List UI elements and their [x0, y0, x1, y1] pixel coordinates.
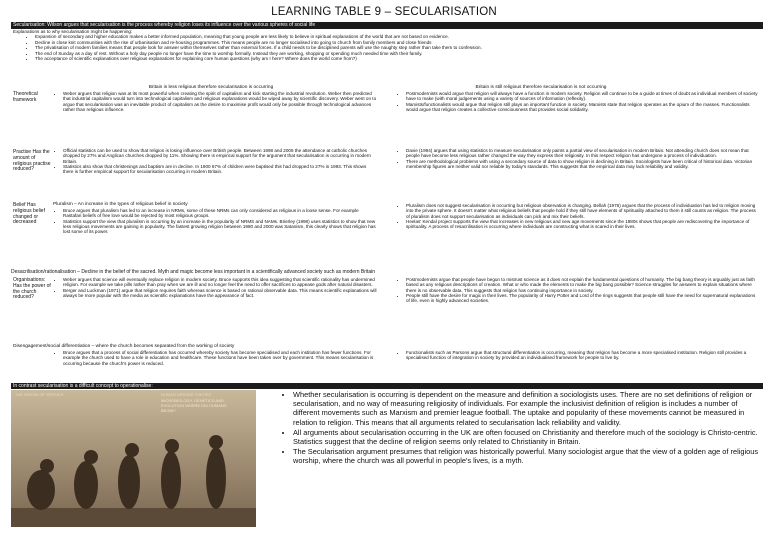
belief-right [396, 203, 758, 267]
point-text: • Bruce argues that pluralism has led to an increase in NRMs, some of these NRMs can only considered as religious in a loose sense. For example Rastafari beliefs of free love would be rejected by most religious groups. [63, 208, 378, 219]
left-column-heading: Britain is less religious therefore secularisation is occurring [148, 85, 274, 90]
point-text: • Functionalists such as Parsons argue that structural differentiation is occurring, meaning that religion has become a more specialised institution. Religion still provides a specialised function of integration in society by provided an individualised framework for people to live by. [406, 350, 758, 361]
contrast-band: In contrast secularisation is a difficult concept to operationalise: [11, 383, 763, 389]
criticism-item: • All arguments about secularisation occurring in the UK are often focused on Christianity and therefore much of the sociology is Christo-centric. Statistics suggest that the decline of religion seems only related to Christianity in Britain. [293, 428, 766, 446]
image-caption-sub: MICROBIOLOGY, GENETICS AND EVOLUTION WHERE DID HUMANS BEGIN? [161, 398, 227, 413]
image-caption-left: THE ORIGIN OF SPECIES [15, 392, 64, 397]
explanations-block [13, 29, 758, 61]
row-label-theoretical: Theoretical framework [13, 91, 38, 103]
explanation-item: • The acceptance of scientific explanations over religious explanations for explaining core human questions (why am I here? Where does the world come from?) [35, 56, 758, 61]
disengagement-right [396, 350, 758, 380]
disengagement-left [53, 350, 378, 380]
point-text: • Postmodernists would argue that religion will always have a function in modern society. Religion will continue to be a guide at times of doubt as individual members of society have to make (with moral judgements using a variety of sources of information (reflexity). [406, 91, 758, 102]
learning-table [11, 22, 763, 527]
desacrilisation-heading: Desacrilisation/rationalisation – Decline in the belief of the sacred. Myth and magic become less important in a scientifically advanced society such as modern Britain [11, 269, 376, 275]
explanations-heading: Explanations as to why secularisation might be happening: [13, 29, 133, 34]
point-text: • Official statistics can be used to show that religion is losing influence over British people. Between 1998 and 2005 the attendance at catholic churches dropped by 27% and Anglican churches dropped by 11%. Showing there is empirical support for the argument that secularisation is occurring in modern Britain. [63, 148, 378, 164]
point-text: • Postmodernists argue that people have begun to mistrust science as it does not explain the fundamental questions of humanity. The big bang theory is arguably just as faith based as any religious descriptions of creation. What or who made the elements to make the big bang possible? Science struggles for answers to explain situations where there is no observable data. This suggests that religion has continuing importance in society. [406, 277, 758, 293]
image-caption-right: HUMAN ORIGINS THEORY [161, 392, 212, 397]
point-text: • There are methodological problems with using a secondary source of data to show religion is declining in Britain. Sociologists have been critical of historical data. Victorian membership figures are neither valid nor reliable by today's standards. This suggests that the empirical data may lack reliability and validity. [406, 159, 758, 170]
criticism-item: • The Secularisation argument presumes that religion was historically powerful. Many sociologist argue that the view of a golden age of religious worship, where the church was all powerful in people's lives, is a myth. [293, 447, 766, 465]
point-text: • Weber argues that religion was at its most powerful when creating the spirit of capitalism and kick starting the industrial revolution. Weber then predicted that industrial capitalism would turn into technological capitalism and religious explanations would be wiped away by scientific discovery. Weber went on to argue that secularisation was an inevitable product of capitalism as the desire to maximise profit would only be possible through technological advances rather than religious influence. [63, 91, 378, 112]
right-column-heading: Britain is still religious therefore secularisation is not occurring [475, 85, 607, 90]
row-label-belief: Belief Has religious belief changed or decreased [13, 202, 45, 226]
practise-left [53, 148, 378, 198]
evolution-image [11, 390, 256, 527]
point-text: • Pluralism does not suggest secularisation is occurring but religious observation is changing. Bellah (1976) argues that the process of individuation has led to religion moving into the private sphere. It doesn't matter what religious beliefs that people hold if they still have elements of spirituality attached to them it still counts as religion. The process of pluralism does not support secularisation as individuals can pick and mix their beliefs. [406, 203, 758, 219]
disengagement-heading: Disengagement/social differentiation – where the church becomes separated from the working of society [13, 344, 235, 349]
point-text: • Heelas' Kendal project supports the view that increases in new religious and new age movements since the 1980s shows that people are rediscovering the importance of spirituality. A process of resacrilisation is occurring where individuals are constructing what is scared in their lives. [406, 219, 758, 230]
point-text: • Davie (1994) argues that using statistics to measure secularisation only paints a partial view of secularisation in modern Britain. Not attending church does not mean that people have become less religious rather changed the way they express their religiosity. In this respect religion has undergone a process of individuation. [406, 148, 758, 159]
criticism-item: • Whether secularisation is occurring is dependent on the measure and definition a sociologists uses. There are no set definitions of religion or secularisation, and no way of measuring religiosity of individuals. For example the inclusivist definition of religion is includes a number of different movements such as Marxism and premier league football. The uptake and popularity of these movements cannot be measured in relation to religion. This means that all arguments related to secularisation lack reliability and validity. [293, 390, 766, 427]
row-label-practise: Practise Has the amount of religious practise reduced? [13, 149, 51, 173]
pluralism-heading: Pluralism – An increase in the types of religious belief in society [53, 202, 188, 207]
point-text: • Berger and Luckman (1971) argue that religion requires faith whereas science is based on rational observable data. This means scientific explanations will always be more popular with the media as scientific explanations have the appearance of fact. [63, 288, 378, 299]
row-label-organisations: Organisations: Has the power of the church reduced? [13, 277, 51, 301]
definition-band: Secularisation: Wilson argues that secularisation is the process whereby religion loses its influence over the various spheres of social life [11, 22, 763, 29]
belief-left [53, 208, 378, 256]
point-text: • Statistics support the view that pluralism is occurring by an increase in the popularity of NRMS and NAMs. Brierley (1998) uses statistics to show that new less religious movements are gaining in popularity. The fastest growing religion between 1980 and 2000 was Satanism, this clearly shows that religion has lost some of its power. [63, 219, 378, 235]
organisations-right [396, 277, 758, 339]
theoretical-right [396, 91, 758, 146]
point-text: • Bruce argues that a process of social differentiation has occurred whereby society has become specialised and each institution has fewer functions. For example the church used to have a role in education and healthcare. These functions have been taken over by government. This means secularisation is occurring because the church's power is reduced. [63, 350, 378, 366]
explanation-item: • Expansion of secondary and higher education makes a better informed population, meaning that young people are less likely to believe in spiritual explanations of the world that are not based on evidence. [35, 34, 758, 39]
explanation-item: • Decline in close knit communities with the rise of urbanisation and re-housing programmes. This means people are no longer socialised into going to church from family members and close friends [35, 40, 758, 45]
organisations-left [53, 277, 378, 333]
theoretical-left [53, 91, 378, 143]
explanation-item: • The end of Sunday as a day of rest. Without a holy day people no longer have the time to worship formally. Instead they are working, shopping or spending much needed time with their family. [35, 51, 758, 56]
point-text: • People still have the desire for magic in their lives. The popularity of Harry Potter and Lord of the rings suggests that people still have the need for supernatural explanations of life, even in highly advanced societies. [406, 293, 758, 304]
practise-right [396, 148, 758, 200]
page-title: LEARNING TABLE 9 – SECULARISATION [271, 6, 497, 18]
criticisms-block [271, 390, 766, 467]
point-text: • Weber argues that science will eventually replace religion in modern society. Bruce supports this idea suggesting that scientific rationality has undermined religion. For example we take pills rather than pray when we are ill and no longer feel the need to offer sacrifices to appease gods after natural disasters. [63, 277, 378, 288]
explanation-item: • The privatisation of modern families means that people look for answer within themselves rather than external forces. If a child needs to be disciplined parents will use the naughty step rather than take them to confession. [35, 45, 758, 50]
point-text: • Marxists/functionalists would argue that religion still plays an important function in society. Marxists state that religion operates as the opium of the masses. Functionalists would argue that religion creates a collective consciousness that provides social solidarity. [406, 102, 758, 113]
point-text: • Statistics also show that christenings and baptism are in decline. In 1900 67% of children were baptised this had dropped to 27% in 1993. This shows there is further empirical support for secularisation occurring in modern Britain. [63, 164, 378, 175]
